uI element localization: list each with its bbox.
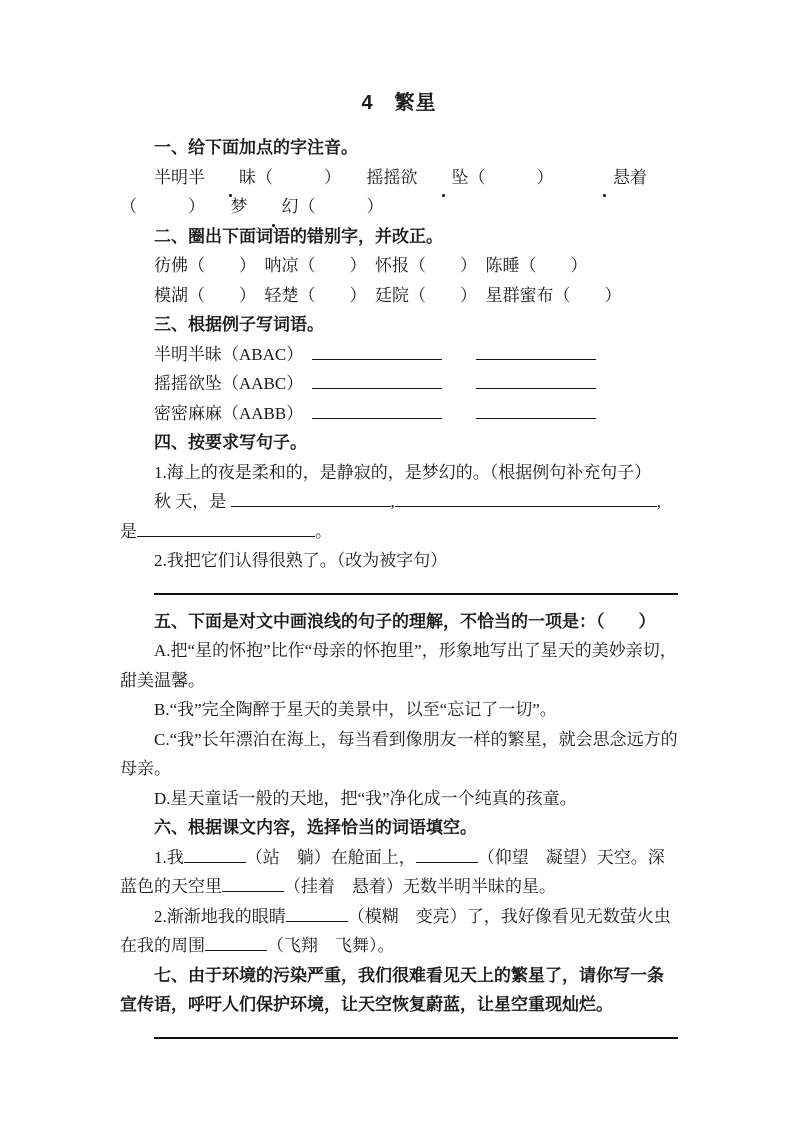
section-5-option-b: B.“我”完全陶醉于星天的美景中，以至“忘记了一切”。 xyxy=(154,700,557,719)
text-segment: 着（ ） xyxy=(120,167,647,216)
text-segment: 半明半 xyxy=(154,167,205,187)
text-segment: （站 躺）在舱面上， xyxy=(245,847,416,867)
fill-blank xyxy=(286,920,348,922)
dotted-char: 昧 xyxy=(205,163,256,193)
text-segment: 。 xyxy=(315,521,332,541)
section-typo-correction xyxy=(120,222,678,311)
text-segment: 梦 xyxy=(230,197,248,216)
section-5-option-a: A.把“星的怀抱”比作“母亲的怀抱里”，形象地写出了星天的美妙亲切，甜美温馨。 xyxy=(120,641,677,690)
dotted-char: 坠 xyxy=(418,163,469,193)
text-segment: 摇摇欲 xyxy=(366,167,418,187)
section-5-heading: 五、下面是对文中画浪线的句子的理解，不恰当的一项是：（ ） xyxy=(154,611,656,631)
section-2-row-1: 彷佛（ ） 呐凉（ ） 怀报（ ） 陈睡（ ） xyxy=(154,256,588,275)
text-segment: 是 xyxy=(120,521,137,541)
fill-blank xyxy=(476,417,596,419)
fill-blank xyxy=(312,387,442,389)
text-segment: 秋 天，是 xyxy=(154,492,231,511)
section-7-text: 七、由于环境的污染严重，我们很难看见天上的繁星了，请你写一条宣传语，呼吁人们保护环境，让天空恢复蔚蓝，让星空重现灿烂。 xyxy=(120,965,664,1014)
text-segment: （模糊 变亮）了，我好像看见无数萤火虫在我的周围 xyxy=(120,906,671,955)
fill-blank xyxy=(476,387,596,389)
fill-blank xyxy=(476,358,596,360)
text-segment: （ ） xyxy=(256,167,367,187)
text-segment: , xyxy=(656,492,661,511)
section-4-item-2: 2.我把它们认得很熟了。（改为被字句） xyxy=(154,551,448,570)
text-segment: 2.渐渐地我的眼睛 xyxy=(154,906,286,926)
section-2-heading: 二、圈出下面词语的错别字，并改正。 xyxy=(154,226,443,246)
answer-line xyxy=(154,1037,678,1039)
section-3-heading: 三、根据例子写词语。 xyxy=(154,315,324,334)
section-1-word-row xyxy=(120,163,678,222)
section-3-row-3 xyxy=(120,399,678,429)
fill-blank xyxy=(312,358,442,360)
text-segment: , xyxy=(390,492,395,511)
section-3-row-2 xyxy=(120,369,678,399)
section-1-heading: 一、给下面加点的字注音。 xyxy=(154,138,358,157)
section-word-pattern xyxy=(120,310,678,428)
section-4-fill-line-1 xyxy=(120,487,678,517)
text-segment: （飞翔 飞舞）。 xyxy=(267,936,395,955)
section-4-item-1: 1.海上的夜是柔和的，是静寂的，是梦幻的。（根据例句补充句子） xyxy=(154,462,652,482)
section-5-option-d: D.星天童话一般的天地，把“我”净化成一个纯真的孩童。 xyxy=(154,788,577,808)
text-segment: 1.我 xyxy=(154,847,184,867)
section-6-item-1 xyxy=(120,843,678,902)
text-segment xyxy=(442,345,476,364)
section-comprehension-choice xyxy=(120,607,678,814)
section-6-item-2 xyxy=(120,902,678,961)
fill-blank xyxy=(137,535,315,537)
text-segment: 摇摇欲坠（AABC） xyxy=(154,374,312,393)
section-2-row-2: 模湖（ ） 轻楚（ ） 廷院（ ） 星群蜜布（ ） xyxy=(154,285,622,305)
text-segment: （挂着 悬着）无数半明半昧的星。 xyxy=(284,877,556,896)
fill-blank xyxy=(312,417,442,419)
text-segment: （仰望 凝望）天空。深蓝色的天空里 xyxy=(120,847,665,896)
text-segment: （ ） xyxy=(468,167,579,187)
section-sentence-writing xyxy=(120,428,678,595)
fill-blank xyxy=(222,890,284,892)
dotted-char: 幻 xyxy=(248,192,299,222)
section-6-heading: 六、根据课文内容，选择恰当的词语填空。 xyxy=(154,818,477,837)
fill-blank xyxy=(184,861,246,863)
section-slogan-writing xyxy=(120,961,678,1039)
section-3-row-1 xyxy=(120,340,678,370)
fill-blank xyxy=(231,505,391,507)
section-4-heading: 四、按要求写句子。 xyxy=(154,433,307,452)
section-word-choice xyxy=(120,813,678,961)
answer-line xyxy=(154,593,678,595)
fill-blank xyxy=(416,861,478,863)
text-segment: 密密麻麻（AABB） xyxy=(154,403,312,423)
section-4-fill-line-2 xyxy=(120,517,678,547)
text-segment xyxy=(442,404,476,423)
fill-blank xyxy=(205,949,267,951)
section-pinyin xyxy=(120,133,678,222)
page-title: 4 繁星 xyxy=(361,92,437,114)
fill-blank xyxy=(395,505,657,507)
section-5-option-c: C.“我”长年漂泊在海上，每当看到像朋友一样的繁星，就会思念远方的母亲。 xyxy=(120,729,678,778)
text-segment: （ ） xyxy=(298,197,384,216)
dotted-char: 悬 xyxy=(579,163,630,193)
text-segment xyxy=(442,374,476,393)
text-segment: 半明半昧（ABAC） xyxy=(154,344,312,364)
